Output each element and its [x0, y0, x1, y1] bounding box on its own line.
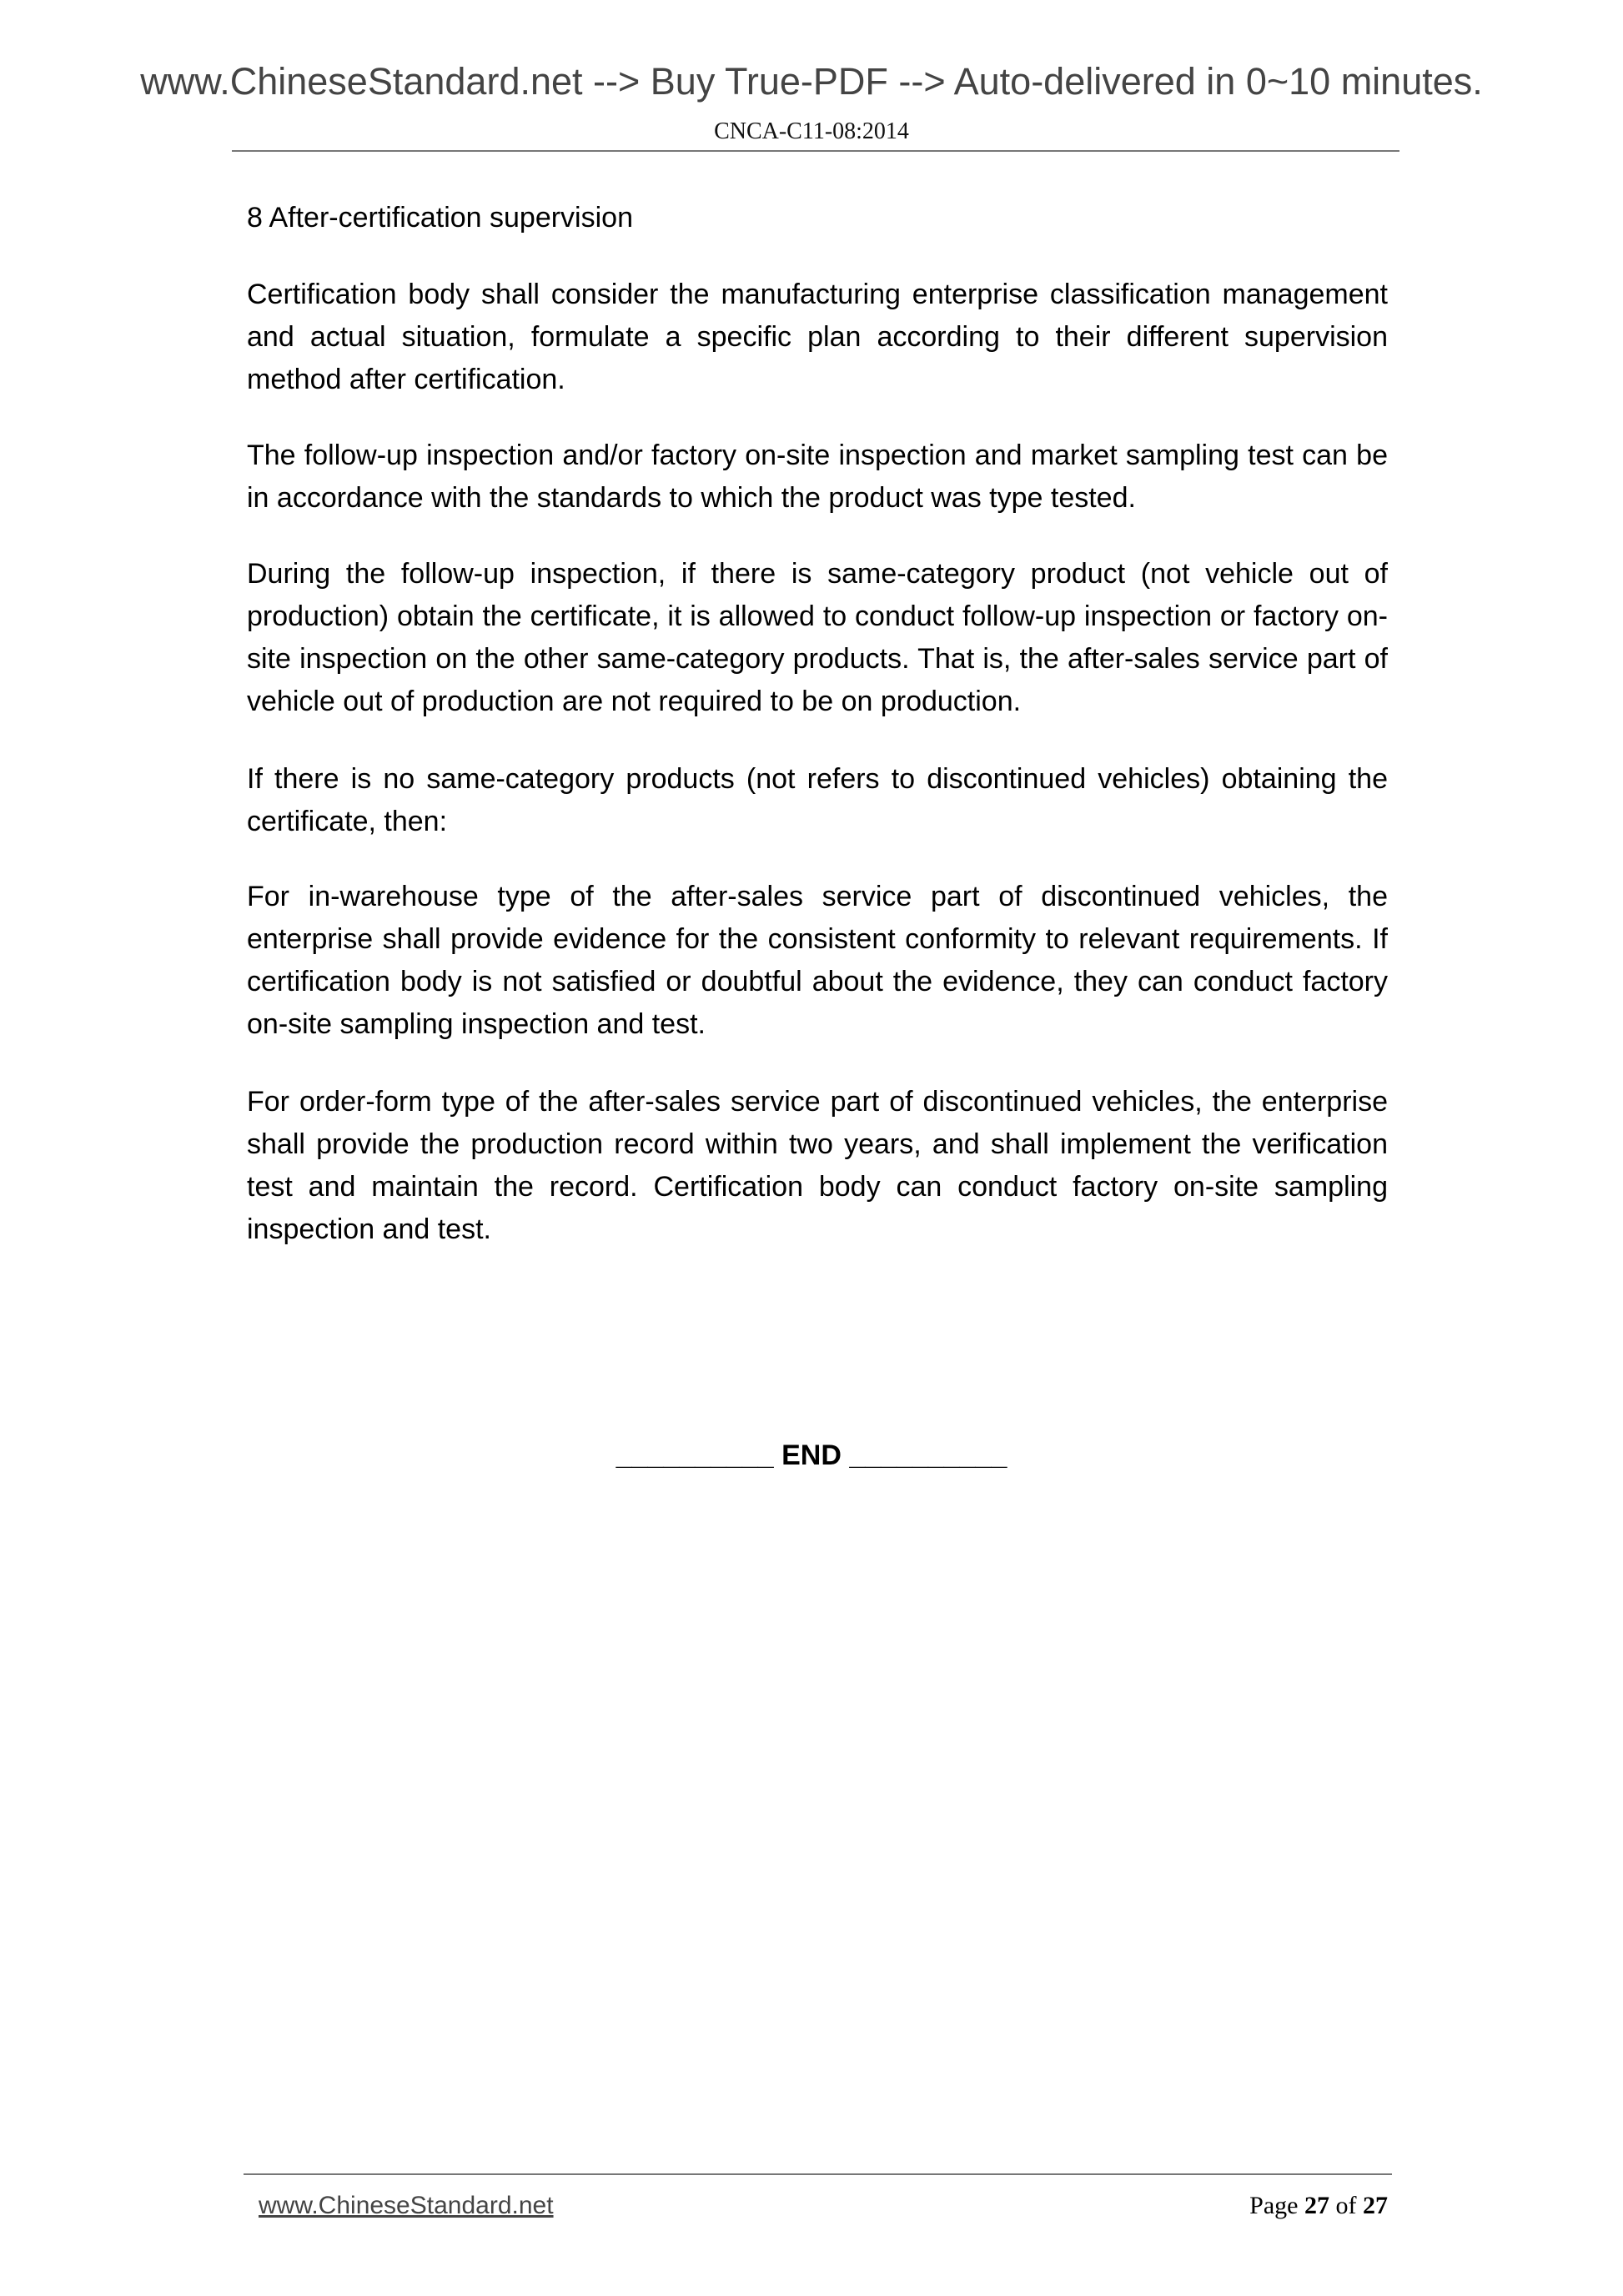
section-heading: 8 After-certification supervision — [247, 202, 633, 234]
page-label: Page — [1249, 2192, 1299, 2219]
page-current: 27 — [1304, 2192, 1329, 2219]
page-total: 27 — [1363, 2192, 1388, 2219]
paragraph-4: If there is no same-category products (not refers to discontinued vehicles) obtaining the certificate, then: — [247, 763, 1388, 837]
document-number: CNCA-C11-08:2014 — [714, 118, 909, 144]
end-marker: __________ END __________ — [616, 1439, 1007, 1471]
header-divider — [232, 150, 1399, 152]
footer-divider — [244, 2173, 1392, 2175]
paragraph-1: Certification body shall consider the manufacturing enterprise classification management and actual situation, formulate a specific plan according to their different supervision method after certification. — [247, 279, 1388, 395]
page-of: of — [1335, 2192, 1357, 2219]
paragraph-5: For in-warehouse type of the after-sales service part of discontinued vehicles, the enterprise shall provide evidence for the consistent conformity to relevant requirements. If certification body is not satisfied or doubtful about the evidence, they can conduct factory on-site sampling inspection and test. — [247, 881, 1388, 1040]
header-banner: www.ChineseStandard.net --> Buy True-PDF --> Auto-delivered in 0~10 minutes. — [140, 60, 1483, 103]
footer-website-link[interactable]: www.ChineseStandard.net — [259, 2192, 554, 2219]
paragraph-3: During the follow-up inspection, if there is same-category product (not vehicle out of production) obtain the certificate, it is allowed to conduct follow-up inspection or factory on-site inspection on the other same-category products. That is, the after-sales service part of vehicle out of production are not required to be on production. — [247, 558, 1388, 717]
page-number — [1249, 2192, 1388, 2220]
paragraph-6: For order-form type of the after-sales service part of discontinued vehicles, the enterprise shall provide the production record within two years, and shall implement the verification test and maintain the record. Certification body can conduct factory on-site sampling inspection and test. — [247, 1086, 1388, 1245]
paragraph-2: The follow-up inspection and/or factory on-site inspection and market sampling test can be in accordance with the standards to which the product was type tested. — [247, 440, 1388, 514]
